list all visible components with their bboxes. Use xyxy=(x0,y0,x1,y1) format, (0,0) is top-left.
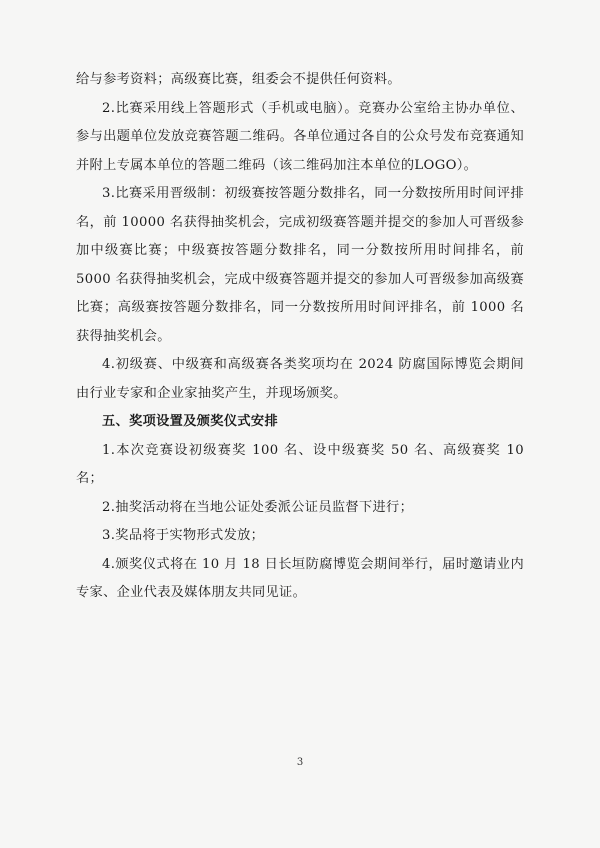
section-heading-awards: 五、奖项设置及颁奖仪式安排 xyxy=(102,414,278,429)
document-body xyxy=(76,66,524,608)
award-item-3: 3.奖品将于实物形式发放； xyxy=(102,528,265,543)
paragraph-continuation: 给与参考资料；高级赛比赛，组委会不提供任何资料。 xyxy=(76,72,401,87)
award-item-1: 1.本次竞赛设初级赛奖 100 名、设中级赛奖 50 名、高级赛奖 10 名； xyxy=(76,442,524,486)
page-number: 3 xyxy=(296,757,304,768)
award-item-2: 2.抽奖活动将在当地公证处委派公证员监督下进行； xyxy=(102,499,414,515)
paragraph-item-3: 3.比赛采用晋级制：初级赛按答题分数排名，同一分数按所用时间评排名，前 10000 名获得抽奖机会，完成初级赛答题并提交的参加人可晋级参加中级赛比赛；中级赛按答题分数排名，同一分数按所用时间排名，前 5000 名获得抽奖机会，完成中级赛答题并提交的参加人可晋级参加高级赛比赛；高级赛按答题分数排名，同一分数按所用时间评排名，前 1000 名获得抽奖机会。 xyxy=(76,186,524,344)
paragraph-item-4: 4.初级赛、中级赛和高级赛各类奖项均在 2024 防腐国际博览会期间由行业专家和企业家抽奖产生，并现场颁奖。 xyxy=(76,357,524,401)
award-item-4: 4.颁奖仪式将在 10 月 18 日长垣防腐博览会期间举行，届时邀请业内专家、企业代表及媒体朋友共同见证。 xyxy=(76,556,524,600)
paragraph-item-2: 2.比赛采用线上答题形式（手机或电脑）。竞赛办公室给主协办单位、参与出题单位发放竞赛答题二维码。各单位通过各自的公众号发布竞赛通知并附上专属本单位的答题二维码（该二维码加注本单位的LOGO）。 xyxy=(76,100,524,173)
